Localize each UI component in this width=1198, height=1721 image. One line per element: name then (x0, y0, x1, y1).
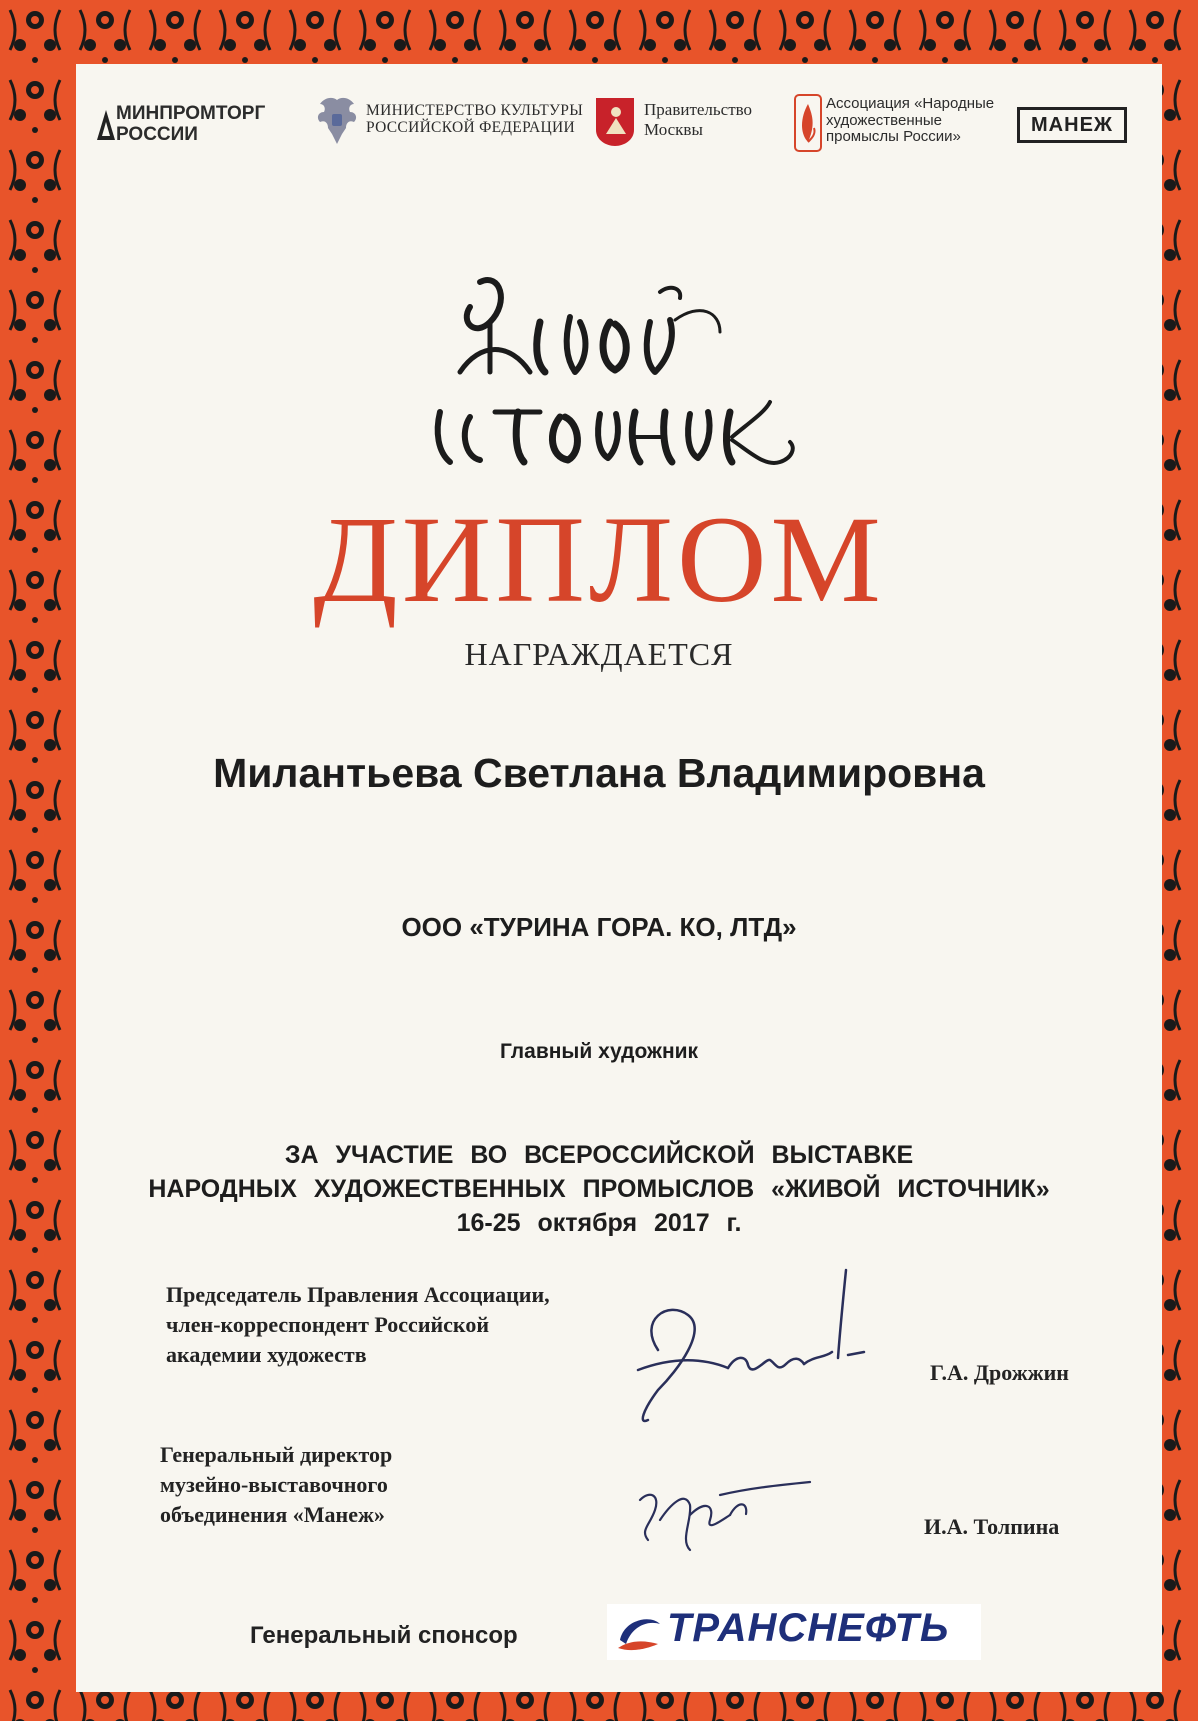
logo-minpromtorg-line1: МИНПРОМТОРГ (116, 103, 266, 124)
signatory-1-role-line3: академии художеств (166, 1341, 367, 1367)
recipient-position: Главный художник (499, 1040, 699, 1063)
logo-manezh: МАНЕЖ (1017, 107, 1127, 143)
logo-moscow-government (644, 100, 752, 141)
sponsor-label: Генеральный спонсор (250, 1622, 518, 1649)
company-name: ООО «ТУРИНА ГОРА. КО, ЛТД» (401, 912, 797, 942)
diploma-title: ДИПЛОМ (313, 491, 885, 628)
sponsor-name: ТРАНСНЕФТЬ (667, 1606, 950, 1650)
signatory-1-role-line2: член-корреспондент Российской (166, 1311, 489, 1337)
signatory-2-role-line2: музейно-выставочного (160, 1471, 388, 1497)
logo-association-line2: художественные (826, 111, 943, 129)
signatory-2-role (160, 1440, 392, 1530)
award-reason-line2: НАРОДНЫХ ХУДОЖЕСТВЕННЫХ ПРОМЫСЛОВ «ЖИВОЙ ИСТОЧНИК» (148, 1175, 1050, 1203)
double-headed-eagle-icon (314, 94, 360, 146)
logo-association-line3: промыслы России» (826, 128, 961, 145)
logo-moscow-government-line2: Москвы (644, 120, 703, 140)
logo-moscow-government-line1: Правительство (644, 100, 753, 119)
signature-2 (630, 1470, 820, 1560)
award-reason-line3: 16-25 октября 2017 г. (456, 1209, 742, 1237)
moscow-coat-of-arms-icon (594, 96, 636, 148)
signatory-2-name: И.А. Толпина (924, 1514, 1060, 1539)
awarded-label: НАГРАЖДАЕТСЯ (464, 636, 734, 672)
logo-association-line1: Ассоциация «Народные (826, 95, 995, 112)
logo-ministry-culture-line1: МИНИСТЕРСТВО КУЛЬТУРЫ (366, 102, 584, 119)
award-reason-line1: ЗА УЧАСТИЕ ВО ВСЕРОССИЙСКОЙ ВЫСТАВКЕ (284, 1141, 914, 1169)
transneft-swoosh-icon (614, 1610, 664, 1656)
signatory-2-role-line3: объединения «Манеж» (160, 1501, 385, 1527)
recipient-name: Милантьева Светлана Владимировна (213, 750, 985, 796)
signatory-2-role-line1: Генеральный директор (160, 1442, 393, 1467)
triangle-emblem-icon (96, 108, 116, 142)
logo-minpromtorg-line2: РОССИИ (116, 123, 198, 145)
signatory-1-role-line1: Председатель Правления Ассоциации, (166, 1282, 550, 1307)
event-logo-calligraphy (420, 262, 820, 492)
logo-ministry-culture (366, 103, 583, 136)
signatory-1-name: Г.А. Дрожжин (930, 1360, 1069, 1385)
award-reason (0, 1138, 1198, 1240)
logo-association (826, 96, 994, 146)
logo-minpromtorg (116, 104, 265, 145)
firebird-icon (794, 94, 822, 152)
signature-1 (618, 1260, 908, 1430)
signatory-1-role (166, 1280, 550, 1370)
logo-ministry-culture-line2: РОССИЙСКОЙ ФЕДЕРАЦИИ (366, 118, 575, 136)
